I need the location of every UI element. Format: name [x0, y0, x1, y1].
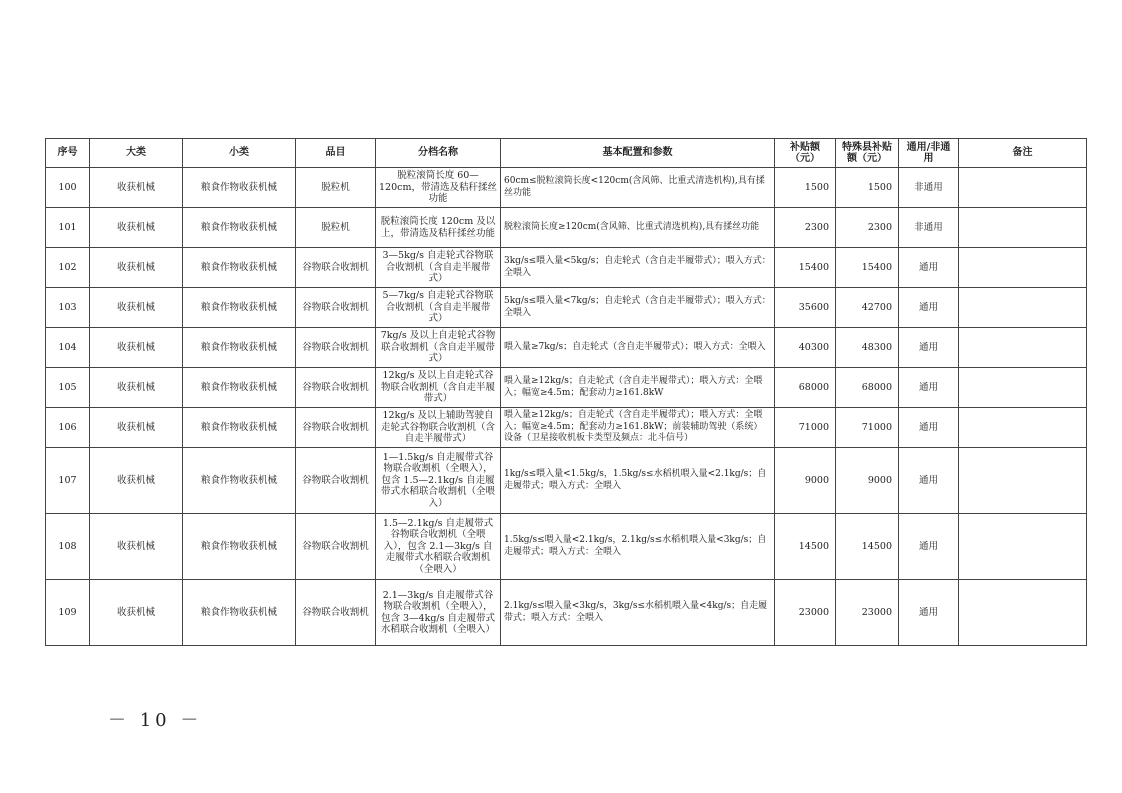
cell-spec: 喂入量≥12kg/s；自走轮式（含自走半履带式）；喂入方式：全喂入；幅宽≥4.5m；配套动力≥161.8kW [501, 368, 775, 408]
cell-subcategory: 粮食作物收获机械 [183, 580, 296, 646]
cell-item: 脱粒机 [296, 168, 376, 208]
header-tier: 分档名称 [376, 139, 501, 168]
cell-general: 通用 [899, 514, 959, 580]
cell-tier: 1—1.5kg/s 自走履带式谷物联合收割机（全喂入），包含 1.5—2.1kg/s 自走履带式水稻联合收割机（全喂入） [376, 448, 501, 514]
cell-no: 106 [46, 408, 90, 448]
cell-general: 通用 [899, 368, 959, 408]
cell-subsidy: 23000 [775, 580, 836, 646]
cell-subcategory: 粮食作物收获机械 [183, 208, 296, 248]
subsidy-table [45, 138, 1087, 646]
cell-subsidy: 71000 [775, 408, 836, 448]
cell-spec: 60cm≤脱粒滚筒长度<120cm(含风筛、比重式清选机构),具有揉丝功能 [501, 168, 775, 208]
header-no: 序号 [46, 139, 90, 168]
header-subcategory: 小类 [183, 139, 296, 168]
cell-category: 收获机械 [90, 514, 183, 580]
cell-no: 105 [46, 368, 90, 408]
cell-general: 通用 [899, 328, 959, 368]
cell-spec: 1kg/s≤喂入量<1.5kg/s，1.5kg/s≤水稻机喂入量<2.1kg/s；自走履带式；喂入方式：全喂入 [501, 448, 775, 514]
cell-category: 收获机械 [90, 248, 183, 288]
cell-subsidy: 9000 [775, 448, 836, 514]
cell-subsidy: 14500 [775, 514, 836, 580]
cell-general: 非通用 [899, 168, 959, 208]
cell-note [959, 408, 1087, 448]
cell-category: 收获机械 [90, 408, 183, 448]
cell-subcategory: 粮食作物收获机械 [183, 328, 296, 368]
cell-spec: 喂入量≥7kg/s；自走轮式（含自走半履带式）；喂入方式：全喂入 [501, 328, 775, 368]
header-category: 大类 [90, 139, 183, 168]
table-row [46, 580, 1087, 646]
table-row [46, 368, 1087, 408]
cell-tier: 12kg/s 及以上辅助驾驶自走轮式谷物联合收割机（含自走半履带式） [376, 408, 501, 448]
cell-tier: 2.1—3kg/s 自走履带式谷物联合收割机（全喂入），包含 3—4kg/s 自走履带式水稻联合收割机（全喂入） [376, 580, 501, 646]
table-row [46, 514, 1087, 580]
cell-no: 100 [46, 168, 90, 208]
page-number: － 10 － [108, 710, 203, 731]
cell-category: 收获机械 [90, 368, 183, 408]
cell-subcategory: 粮食作物收获机械 [183, 288, 296, 328]
table-row [46, 408, 1087, 448]
cell-spec: 1.5kg/s≤喂入量<2.1kg/s，2.1kg/s≤水稻机喂入量<3kg/s；自走履带式；喂入方式：全喂入 [501, 514, 775, 580]
cell-category: 收获机械 [90, 288, 183, 328]
cell-note [959, 288, 1087, 328]
cell-note [959, 514, 1087, 580]
cell-general: 通用 [899, 288, 959, 328]
cell-no: 109 [46, 580, 90, 646]
cell-item: 谷物联合收割机 [296, 328, 376, 368]
cell-item: 谷物联合收割机 [296, 514, 376, 580]
cell-category: 收获机械 [90, 168, 183, 208]
table-row [46, 248, 1087, 288]
cell-subsidy: 1500 [775, 168, 836, 208]
cell-general: 通用 [899, 408, 959, 448]
cell-subsidy: 15400 [775, 248, 836, 288]
cell-item: 谷物联合收割机 [296, 448, 376, 514]
cell-subcategory: 粮食作物收获机械 [183, 248, 296, 288]
cell-subcategory: 粮食作物收获机械 [183, 368, 296, 408]
cell-no: 102 [46, 248, 90, 288]
cell-note [959, 580, 1087, 646]
cell-item: 谷物联合收割机 [296, 368, 376, 408]
cell-special-subsidy: 23000 [836, 580, 899, 646]
cell-category: 收获机械 [90, 580, 183, 646]
cell-category: 收获机械 [90, 328, 183, 368]
table-row [46, 168, 1087, 208]
cell-note [959, 208, 1087, 248]
cell-general: 非通用 [899, 208, 959, 248]
cell-no: 101 [46, 208, 90, 248]
header-subsidy: 补贴额（元） [775, 139, 836, 168]
header-note: 备注 [959, 139, 1087, 168]
subsidy-table-container [45, 138, 1086, 646]
cell-no: 103 [46, 288, 90, 328]
table-row [46, 208, 1087, 248]
cell-item: 谷物联合收割机 [296, 408, 376, 448]
cell-category: 收获机械 [90, 208, 183, 248]
cell-note [959, 328, 1087, 368]
cell-subsidy: 2300 [775, 208, 836, 248]
cell-no: 107 [46, 448, 90, 514]
cell-subsidy: 40300 [775, 328, 836, 368]
table-header-row [46, 139, 1087, 168]
cell-item: 谷物联合收割机 [296, 580, 376, 646]
cell-tier: 3—5kg/s 自走轮式谷物联合收割机（含自走半履带式） [376, 248, 501, 288]
cell-spec: 3kg/s≤喂入量<5kg/s；自走轮式（含自走半履带式）；喂入方式：全喂入 [501, 248, 775, 288]
header-spec: 基本配置和参数 [501, 139, 775, 168]
header-general: 通用/非通用 [899, 139, 959, 168]
header-item: 品目 [296, 139, 376, 168]
header-special-subsidy: 特殊县补贴额（元） [836, 139, 899, 168]
cell-item: 脱粒机 [296, 208, 376, 248]
cell-tier: 5—7kg/s 自走轮式谷物联合收割机（含自走半履带式） [376, 288, 501, 328]
cell-general: 通用 [899, 448, 959, 514]
cell-item: 谷物联合收割机 [296, 288, 376, 328]
cell-tier: 12kg/s 及以上自走轮式谷物联合收割机（含自走半履带式） [376, 368, 501, 408]
cell-subcategory: 粮食作物收获机械 [183, 168, 296, 208]
cell-spec: 2.1kg/s≤喂入量<3kg/s，3kg/s≤水稻机喂入量<4kg/s；自走履带式；喂入方式：全喂入 [501, 580, 775, 646]
cell-spec: 脱粒滚筒长度≥120cm(含风筛、比重式清选机构),具有揉丝功能 [501, 208, 775, 248]
cell-tier: 脱粒滚筒长度 120cm 及以上，带清选及秸秆揉丝功能 [376, 208, 501, 248]
cell-spec: 喂入量≥12kg/s；自走轮式（含自走半履带式）；喂入方式：全喂入；幅宽≥4.5m；配套动力≥161.8kW；前装辅助驾驶（系统）设备（卫星接收机板卡类型及频点：北斗信号） [501, 408, 775, 448]
cell-special-subsidy: 68000 [836, 368, 899, 408]
cell-tier: 1.5—2.1kg/s 自走履带式谷物联合收割机（全喂入），包含 2.1—3kg/s 自走履带式水稻联合收割机（全喂入） [376, 514, 501, 580]
cell-tier: 7kg/s 及以上自走轮式谷物联合收割机（含自走半履带式） [376, 328, 501, 368]
cell-note [959, 168, 1087, 208]
table-row [46, 288, 1087, 328]
table-row [46, 328, 1087, 368]
cell-no: 108 [46, 514, 90, 580]
cell-note [959, 448, 1087, 514]
table-row [46, 448, 1087, 514]
cell-special-subsidy: 14500 [836, 514, 899, 580]
cell-subcategory: 粮食作物收获机械 [183, 514, 296, 580]
cell-special-subsidy: 48300 [836, 328, 899, 368]
cell-special-subsidy: 71000 [836, 408, 899, 448]
cell-subcategory: 粮食作物收获机械 [183, 448, 296, 514]
cell-special-subsidy: 9000 [836, 448, 899, 514]
cell-spec: 5kg/s≤喂入量<7kg/s；自走轮式（含自走半履带式）；喂入方式：全喂入 [501, 288, 775, 328]
cell-no: 104 [46, 328, 90, 368]
cell-special-subsidy: 42700 [836, 288, 899, 328]
cell-special-subsidy: 2300 [836, 208, 899, 248]
cell-special-subsidy: 15400 [836, 248, 899, 288]
cell-tier: 脱粒滚筒长度 60—120cm，带清选及秸秆揉丝功能 [376, 168, 501, 208]
cell-special-subsidy: 1500 [836, 168, 899, 208]
cell-subsidy: 68000 [775, 368, 836, 408]
cell-subcategory: 粮食作物收获机械 [183, 408, 296, 448]
cell-note [959, 368, 1087, 408]
cell-category: 收获机械 [90, 448, 183, 514]
cell-subsidy: 35600 [775, 288, 836, 328]
cell-item: 谷物联合收割机 [296, 248, 376, 288]
cell-note [959, 248, 1087, 288]
cell-general: 通用 [899, 580, 959, 646]
cell-general: 通用 [899, 248, 959, 288]
